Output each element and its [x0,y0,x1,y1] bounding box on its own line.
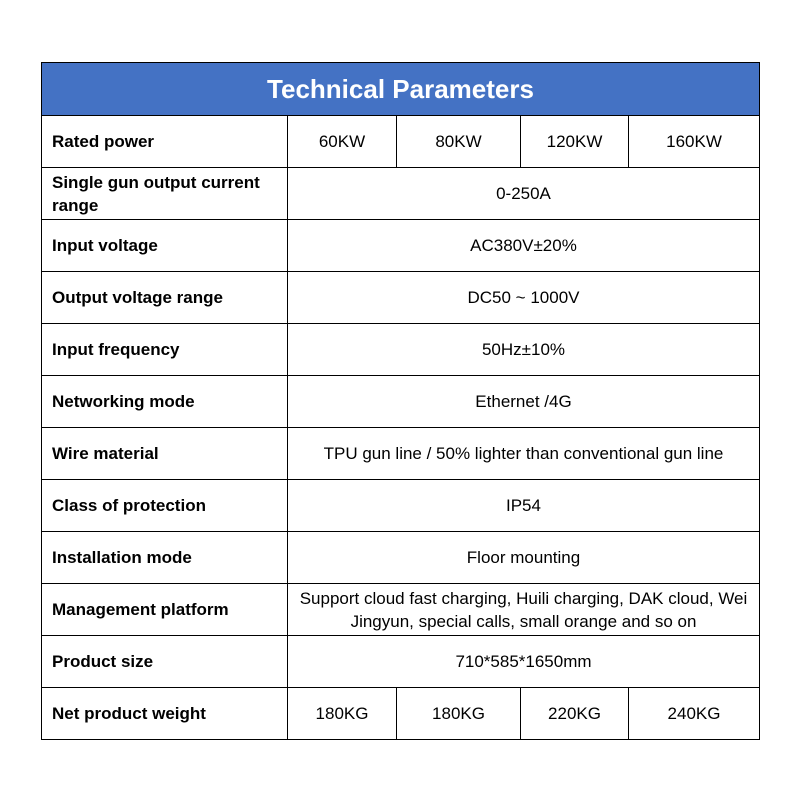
row-value: 120KW [521,116,629,168]
table-row-wire-material [42,428,760,480]
row-label: Installation mode [42,532,288,584]
table-row-net-weight [42,688,760,740]
row-value: Floor mounting [288,532,760,584]
row-label: Networking mode [42,376,288,428]
row-value: 180KG [397,688,521,740]
table-row-input-voltage [42,220,760,272]
row-value: 50Hz±10% [288,324,760,376]
row-value: Ethernet /4G [288,376,760,428]
table-row-output-current [42,168,760,220]
table-row-output-voltage [42,272,760,324]
row-value: 240KG [629,688,760,740]
row-value: TPU gun line / 50% lighter than conventional gun line [288,428,760,480]
row-label: Wire material [42,428,288,480]
table-row-networking-mode [42,376,760,428]
row-label: Single gun output current range [42,168,288,220]
row-label: Net product weight [42,688,288,740]
table-row-management-platform [42,584,760,636]
row-value: 60KW [288,116,397,168]
table-row-protection-class [42,480,760,532]
row-label: Management platform [42,584,288,636]
table-row-input-frequency [42,324,760,376]
row-value: 220KG [521,688,629,740]
row-label: Input frequency [42,324,288,376]
row-label: Input voltage [42,220,288,272]
row-value: Support cloud fast charging, Huili charging, DAK cloud, Wei Jingyun, special calls, small orange and so on [288,584,760,636]
row-label: Rated power [42,116,288,168]
row-label: Class of protection [42,480,288,532]
row-value: 160KW [629,116,760,168]
table-row-product-size [42,636,760,688]
row-value: DC50 ~ 1000V [288,272,760,324]
row-value: 0-250A [288,168,760,220]
row-value: 710*585*1650mm [288,636,760,688]
table-row-installation-mode [42,532,760,584]
row-value: 180KG [288,688,397,740]
row-label: Output voltage range [42,272,288,324]
row-value: IP54 [288,480,760,532]
row-value: AC380V±20% [288,220,760,272]
row-label: Product size [42,636,288,688]
table-row-rated-power [42,116,760,168]
technical-parameters-table [41,62,760,740]
row-value: 80KW [397,116,521,168]
table-title: Technical Parameters [42,63,760,116]
